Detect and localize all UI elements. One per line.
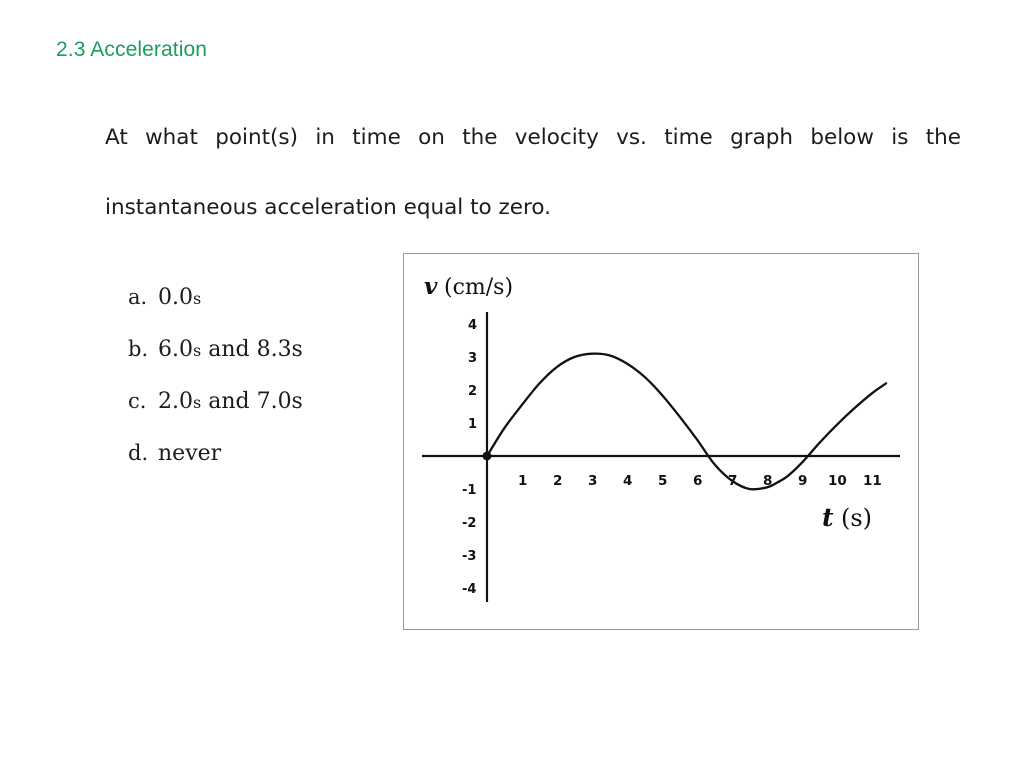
y-tick-label: 2 (468, 384, 478, 399)
question-line-1: At what point(s) in time on the velocity vs. time graph below is the (105, 125, 961, 150)
question-line-2: instantaneous acceleration equal to zero. (105, 195, 551, 220)
x-tick-label: 10 (828, 473, 847, 489)
x-tick-label: 11 (863, 473, 882, 489)
choice-a-value: 0.0 (158, 285, 193, 310)
velocity-curve (487, 354, 886, 490)
question-text (105, 120, 961, 225)
choice-a-letter: a. (128, 285, 148, 309)
choice-b-unit: s (193, 341, 202, 360)
x-tick-label: 7 (728, 473, 738, 489)
x-axis-label-units: (s) (841, 504, 873, 532)
x-tick-label: 2 (553, 473, 563, 489)
choice-b[interactable] (128, 337, 378, 362)
choice-d-letter: d. (128, 441, 149, 465)
choice-a-label (158, 285, 201, 310)
choice-d-label: never (158, 441, 222, 466)
y-axis-label-symbol: v (424, 273, 438, 300)
choice-a[interactable] (128, 285, 378, 310)
y-tick-label: 4 (468, 318, 478, 333)
y-tick-label: -1 (462, 483, 477, 498)
choice-c-letter: c. (128, 389, 147, 413)
x-tick-label: 3 (588, 473, 598, 489)
answer-choices (128, 285, 378, 493)
y-tick-labels (462, 318, 477, 597)
choice-c-unit: s (193, 393, 202, 412)
choice-b-letter: b. (128, 337, 149, 361)
y-tick-label: 1 (468, 417, 478, 432)
x-tick-label: 4 (623, 473, 633, 489)
velocity-time-graph (403, 253, 919, 630)
choice-b-label (158, 337, 303, 362)
choice-d[interactable] (128, 441, 378, 466)
x-tick-label: 1 (518, 473, 528, 489)
x-tick-label: 5 (658, 473, 668, 489)
x-tick-label: 8 (763, 473, 773, 489)
y-tick-label: -3 (462, 549, 477, 564)
x-axis-label-symbol: t (822, 503, 834, 532)
y-tick-label: -4 (462, 582, 477, 597)
choice-a-unit: s (193, 289, 202, 308)
x-tick-labels (518, 473, 882, 489)
choice-b-suffix: and 8.3s (201, 337, 303, 362)
choice-c[interactable] (128, 389, 378, 414)
y-tick-label: -2 (462, 516, 477, 531)
choice-c-suffix: and 7.0s (201, 389, 303, 414)
y-tick-label: 3 (468, 351, 478, 366)
choice-c-value: 2.0 (158, 389, 193, 414)
x-tick-label: 9 (798, 473, 808, 489)
choice-c-label (158, 389, 303, 414)
choice-b-value: 6.0 (158, 337, 193, 362)
y-axis-label-units: (cm/s) (444, 275, 514, 300)
chart-svg (404, 254, 916, 627)
page-title: 2.3 Acceleration (56, 38, 208, 61)
x-tick-label: 6 (693, 473, 703, 489)
